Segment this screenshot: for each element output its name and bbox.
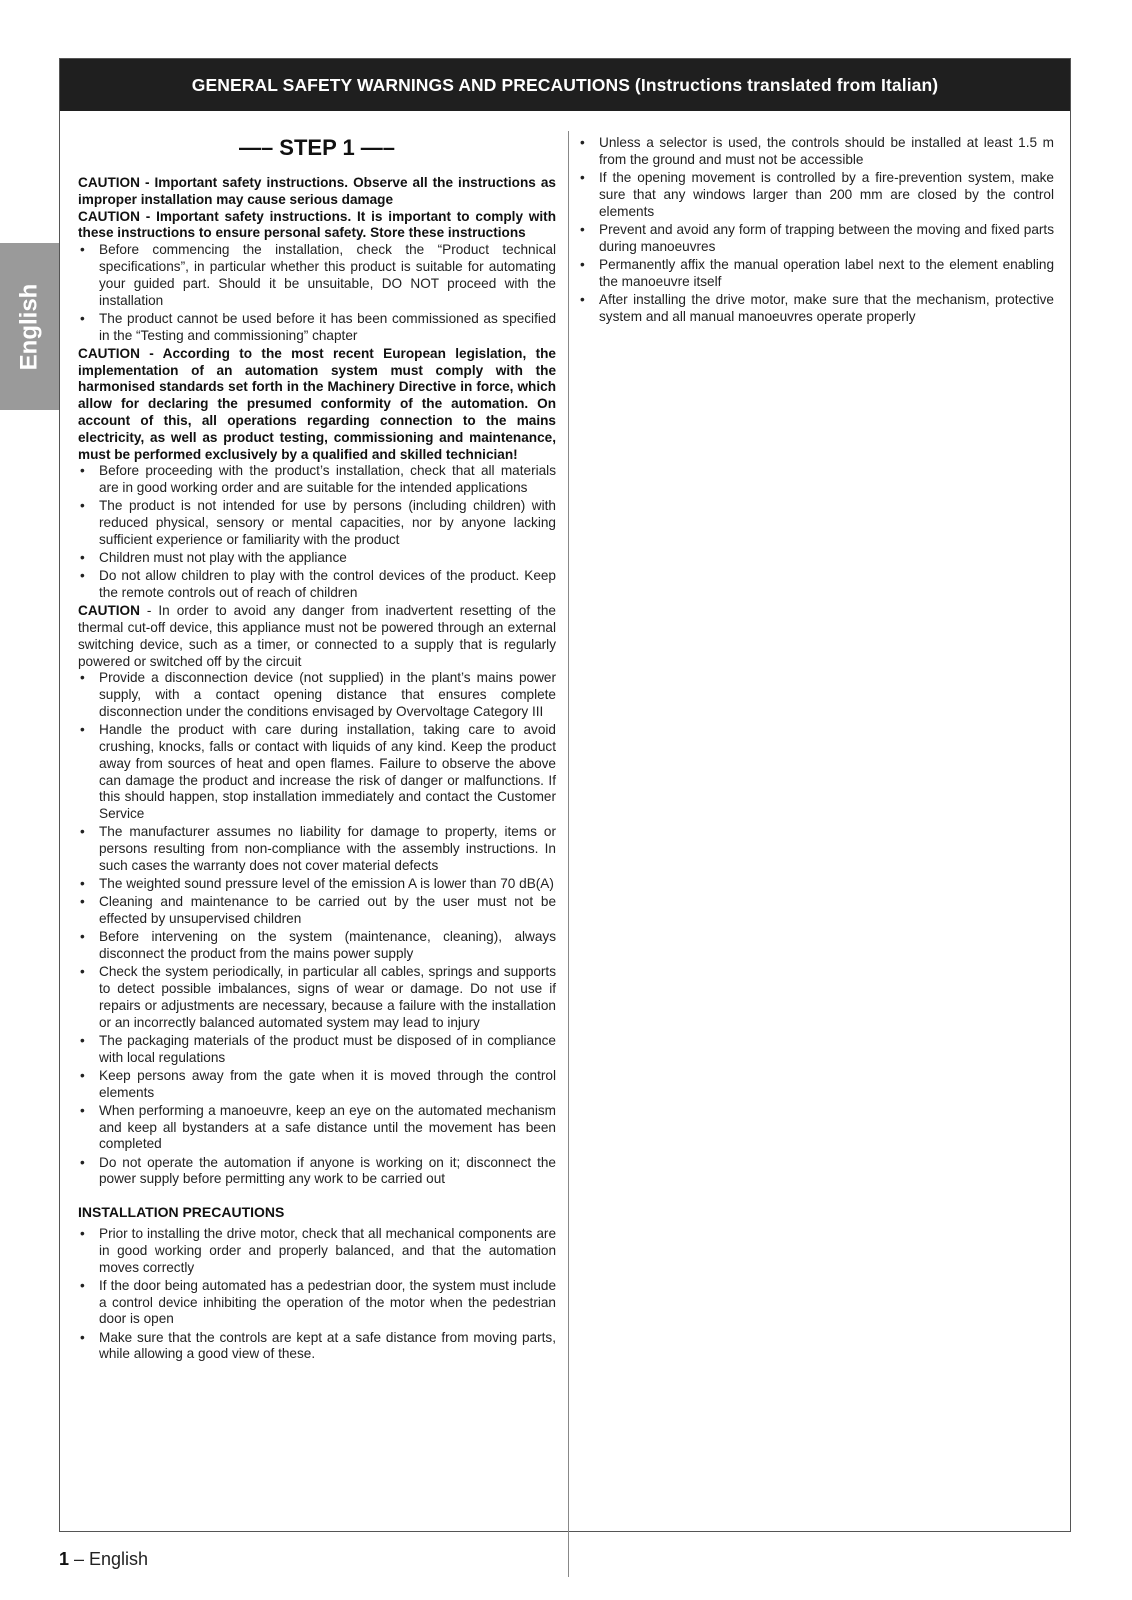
right-column (578, 135, 1054, 327)
caution-paragraph-1: CAUTION - Important safety instructions. Observe all the instructions as improper installation may cause serious damage (78, 175, 556, 207)
language-side-tab (0, 243, 59, 410)
step-heading: —– STEP 1 —– (238, 135, 396, 160)
caution-paragraph-4 (78, 603, 556, 670)
caution-paragraph-2: CAUTION - Important safety instructions. It is important to comply with these instructions to ensure personal safety. Store these instructions (78, 208, 556, 241)
bullet-list-2 (78, 463, 556, 602)
bullet-list-4 (78, 1226, 556, 1363)
caution-text: - In order to avoid any danger from inadvertent resetting of the thermal cut-off device, this appliance must not be powered through an external switching device, such as a timer, or connected to a supply that is regularly powered or switched off by the circuit (78, 603, 556, 669)
list-item: • Check the system periodically, in particular all cables, springs and supports to detect possible imbalances, signs of wear or damage. Do not use if repairs or adjustments are necessary, because a failure with the installation or an incorrectly balanced automated system may lead to injury (78, 964, 556, 1031)
list-item: • Do not operate the automation if anyone is working on it; disconnect the power supply before permitting any work to be carried out (78, 1155, 556, 1189)
list-item: • Prior to installing the drive motor, check that all mechanical components are in good working order and properly balanced, and that the automation moves correctly (78, 1226, 556, 1276)
list-item: • Cleaning and maintenance to be carried out by the user must not be effected by unsupervised children (78, 894, 556, 928)
list-item: • Permanently affix the manual operation label next to the element enabling the manoeuvre itself (578, 257, 1054, 291)
language-tab-label: English (15, 283, 43, 370)
page-number: 1 (59, 1549, 70, 1569)
bullet-list-1 (78, 242, 556, 344)
list-item: • Children must not play with the appliance (78, 550, 556, 567)
list-item: • The manufacturer assumes no liability for damage to property, items or persons resulting from non-compliance with the assembly instructions. In such cases the warranty does not cover material defects (78, 824, 556, 874)
list-item: • The weighted sound pressure level of the emission A is lower than 70 dB(A) (78, 876, 556, 893)
page-footer (59, 1549, 148, 1570)
caution-label: CAUTION (78, 603, 140, 619)
list-item: • Before intervening on the system (maintenance, cleaning), always disconnect the product from the mains power supply (78, 929, 556, 963)
list-item: • Prevent and avoid any form of trapping between the moving and fixed parts during manoeuvres (578, 222, 1054, 256)
installation-precautions-title: INSTALLATION PRECAUTIONS (78, 1204, 285, 1221)
list-item: • When performing a manoeuvre, keep an eye on the automated mechanism and keep all bystanders at a safe distance until the movement has been completed (78, 1103, 556, 1153)
bullet-list-3 (78, 670, 556, 1188)
list-item: • Handle the product with care during installation, taking care to avoid crushing, knocks, falls or contact with liquids of any kind. Keep the product away from sources of heat and open flames. Failure to observe the above can damage the product and increase the risk of danger or malfunctions. If this should happen, stop installation immediately and contact the Customer Service (78, 722, 556, 823)
column-divider (568, 131, 569, 1577)
list-item: • If the door being automated has a pedestrian door, the system must include a control device inhibiting the operation of the motor when the pedestrian door is open (78, 1278, 556, 1328)
list-item: • After installing the drive motor, make sure that the mechanism, protective system and all manual manoeuvres operate properly (578, 292, 1054, 326)
list-item: • Before proceeding with the product’s installation, check that all materials are in good working order and are suitable for the intended applications (78, 463, 556, 497)
list-item: • Provide a disconnection device (not supplied) in the plant’s mains power supply, with a contact opening distance that ensures complete disconnection under the conditions envisaged by Overvoltage Category III (78, 670, 556, 720)
list-item: • The packaging materials of the product must be disposed of in compliance with local regulations (78, 1033, 556, 1067)
list-item: • The product cannot be used before it has been commissioned as specified in the “Testing and commissioning” chapter (78, 311, 556, 345)
left-column (78, 135, 556, 1365)
list-item: • Unless a selector is used, the controls should be installed at least 1.5 m from the ground and must not be accessible (578, 135, 1054, 169)
list-item: • Keep persons away from the gate when it is moved through the control elements (78, 1068, 556, 1102)
list-item: • The product is not intended for use by persons (including children) with reduced physical, sensory or mental capacities, nor by anyone lacking sufficient experience or familiarity with the product (78, 498, 556, 548)
footer-separator: – (69, 1549, 90, 1569)
bullet-list-right (578, 135, 1054, 325)
page-frame (59, 58, 1071, 1532)
list-item: • Make sure that the controls are kept at a safe distance from moving parts, while allowing a good view of these. (78, 1330, 556, 1364)
caution-paragraph-3: CAUTION - According to the most recent European legislation, the implementation of an automation system must comply with the harmonised standards set forth in the Machinery Directive in force, which allow for declaring the presumed conformity of the automation. On account of this, all operations regarding connection to the mains electricity, as well as product testing, commissioning and maintenance, must be performed exclusively by a qualified and skilled technician! (78, 345, 556, 462)
page-header (60, 59, 1070, 111)
header-title: GENERAL SAFETY WARNINGS AND PRECAUTIONS (Instructions translated from Italian) (191, 74, 939, 95)
list-item: • Do not allow children to play with the control devices of the product. Keep the remote controls out of reach of children (78, 568, 556, 602)
list-item: • If the opening movement is controlled by a fire-prevention system, make sure that any windows larger than 200 mm are closed by the control elements (578, 170, 1054, 220)
footer-language: English (89, 1549, 149, 1569)
list-item: • Before commencing the installation, check the “Product technical specifications”, in particular whether this product is suitable for automating your guided part. Should it be unsuitable, DO NOT proceed with the installation (78, 242, 556, 309)
